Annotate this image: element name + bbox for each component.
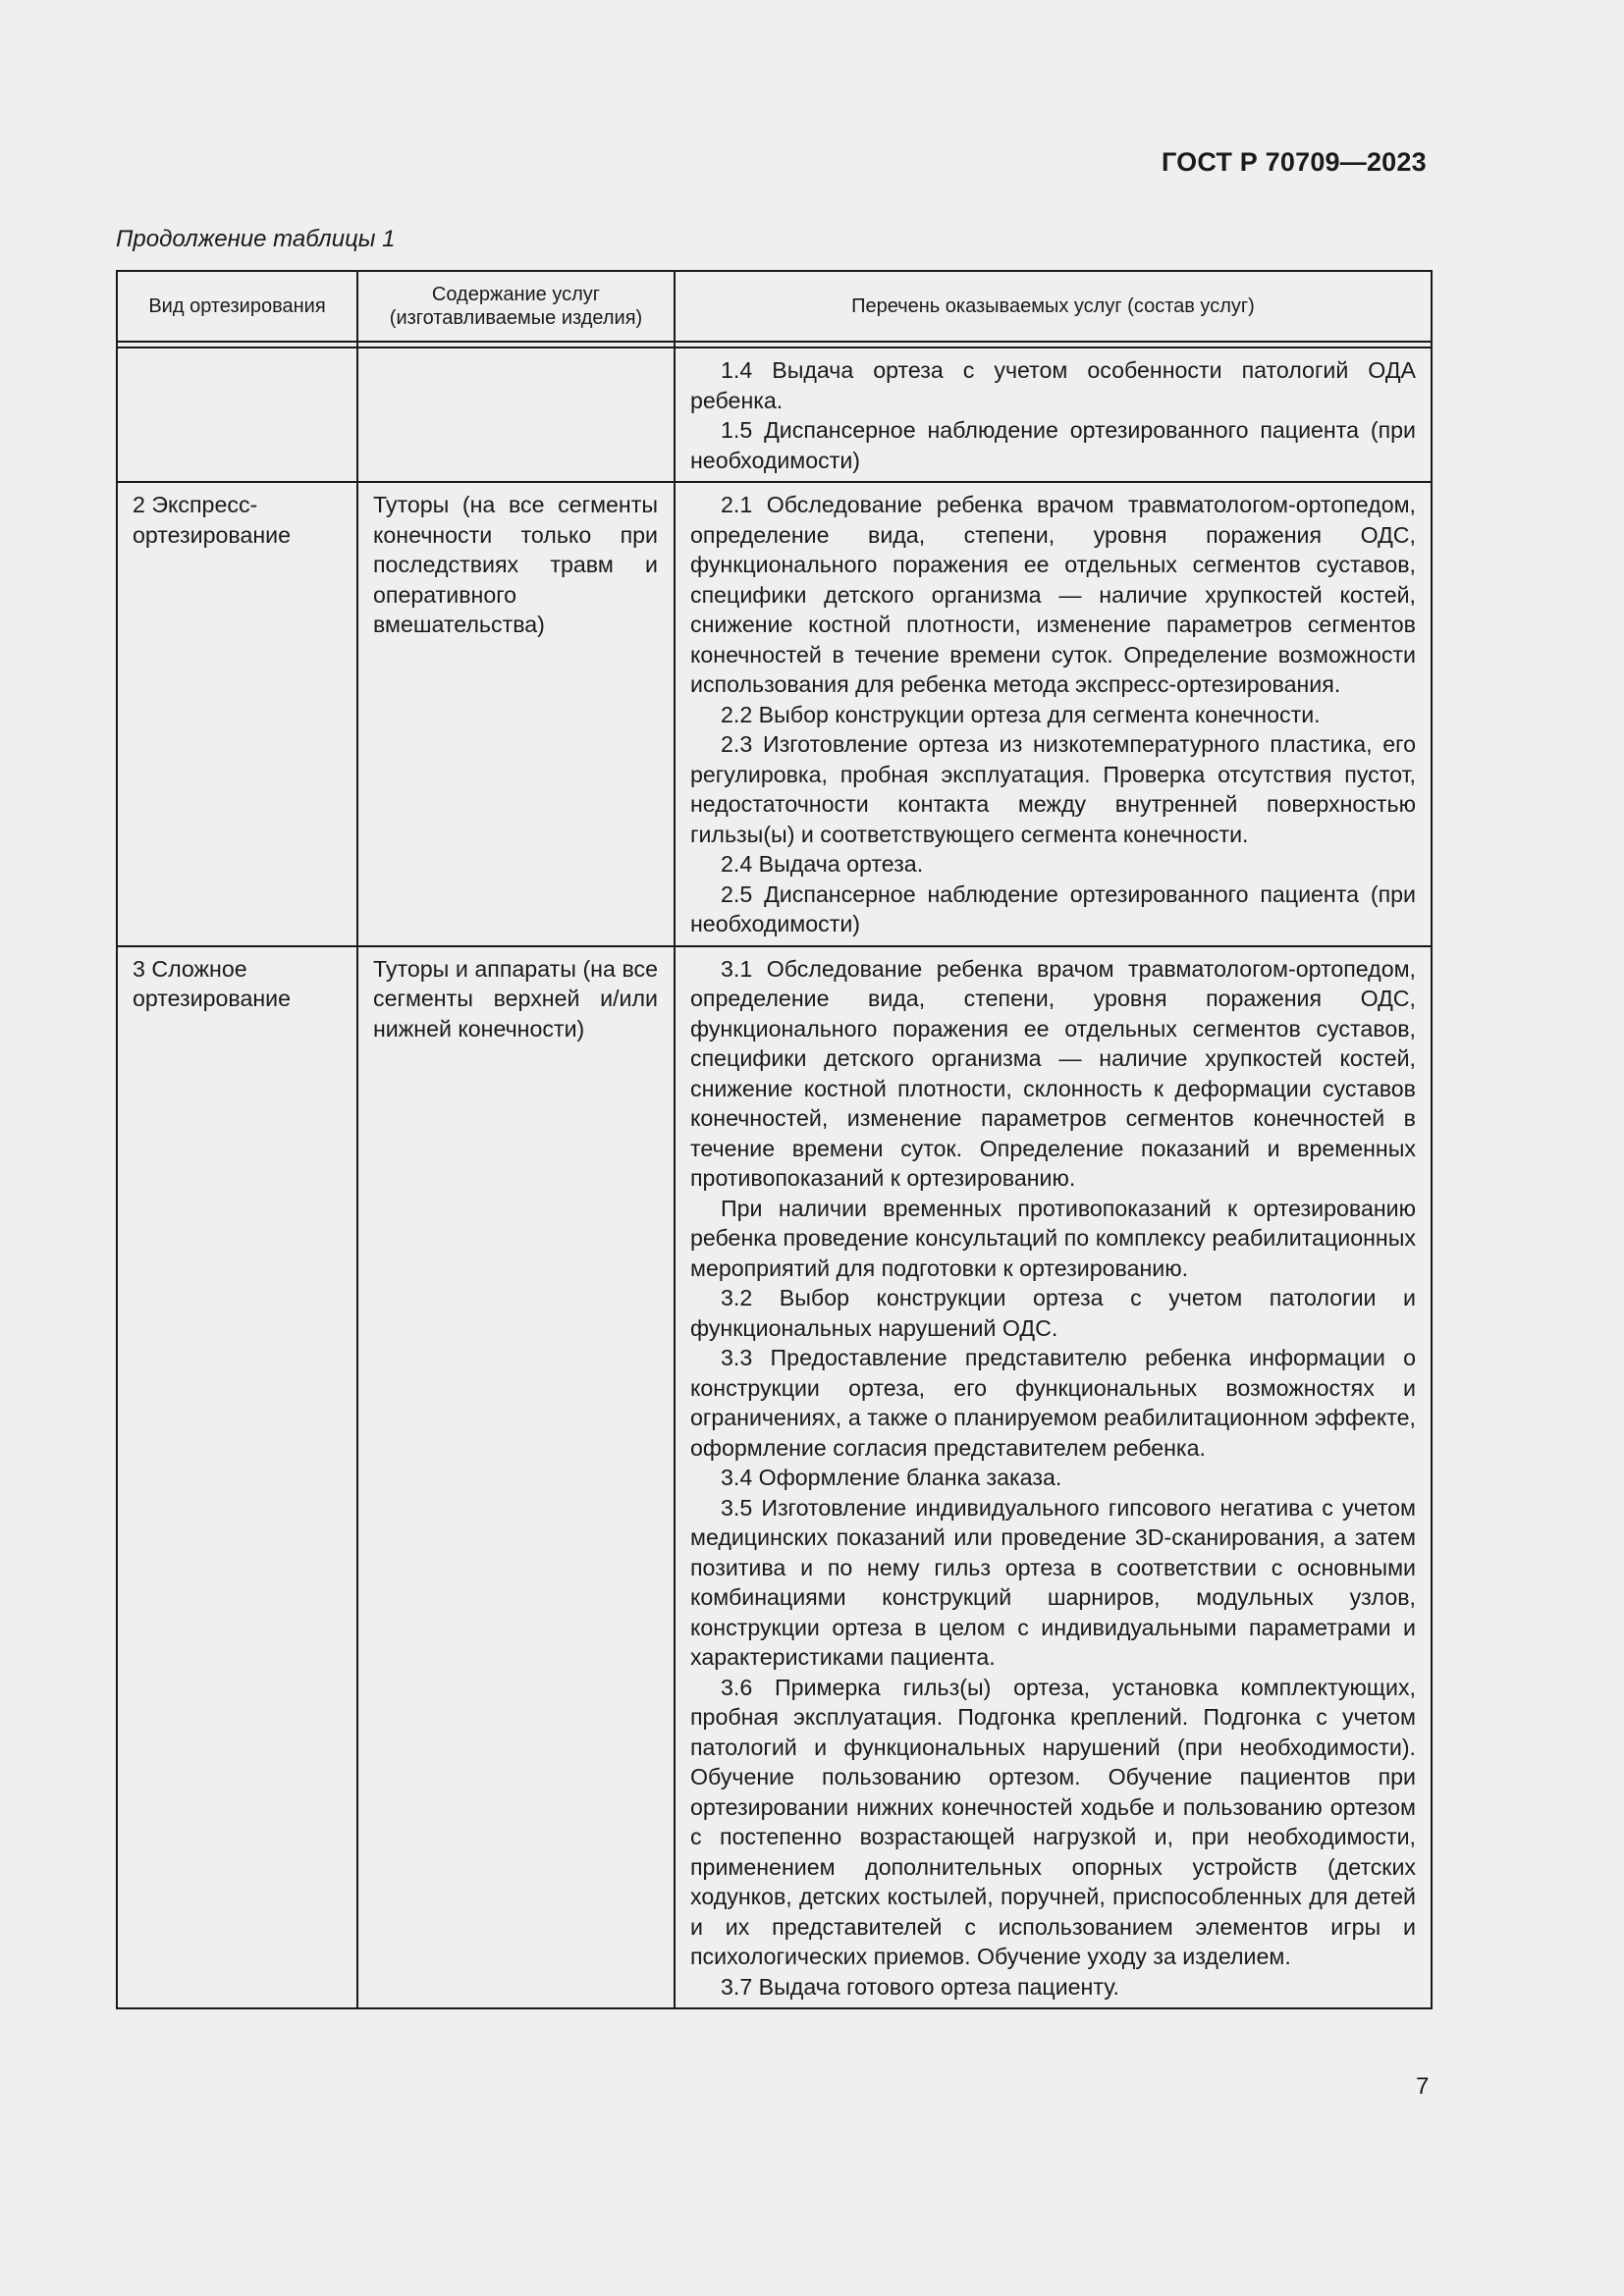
service-item: 3.5 Изготовление индивидуального гипсового негатива с учетом медицинских показаний или проведение 3D-сканирования, а затем позитива и по нему гильз ортеза в соответствии с основными комбинациями конструкций шарниров, модульных узлов, конструкции ортеза в целом с индивидуальными параметрами и характеристиками пациента. — [690, 1494, 1416, 1670]
service-item: 2.5 Диспансерное наблюдение ортезированного пациента (при необходимости) — [690, 881, 1416, 936]
cell-products: Туторы (на все сегменты конечности только при последствиях травм и оперативного вмешательства) — [357, 482, 675, 946]
service-item: 3.2 Выбор конструкции ортеза с учетом патологии и функциональных нарушений ОДС. — [690, 1285, 1416, 1341]
table-row — [117, 482, 1432, 946]
table-header-row — [117, 271, 1432, 342]
cell-services — [675, 347, 1432, 482]
services-table — [116, 270, 1433, 2009]
cell-products: Туторы и аппараты (на все сегменты верхней и/или нижней конечности) — [357, 946, 675, 2009]
service-item: При наличии временных противопоказаний к ортезированию ребенка проведение консультаций по комплексу реабилитационных мероприятий для подготовки к ортезированию. — [690, 1195, 1416, 1281]
service-item: 3.7 Выдача готового ортеза пациенту. — [721, 1973, 1119, 2000]
column-header-type: Вид ортезирования — [117, 271, 357, 342]
cell-services — [675, 482, 1432, 946]
service-item: 1.4 Выдача ортеза с учетом особенности патологий ОДА ребенка. — [690, 357, 1416, 413]
column-header-products: Содержание услуг (изготавливаемые изделия) — [357, 271, 675, 342]
service-item: 3.1 Обследование ребенка врачом травматологом-ортопедом, определение вида, степени, уровня поражения ОДС, функционального поражения ее отдельных сегментов суставов, специфики детского организма — наличие хрупкостей костей, снижение костной плотности, склонность к деформации суставов конечностей, изменение параметров сегментов конечностей в течение времени суток. Определение показаний и временных противопоказаний к ортезированию. — [690, 955, 1416, 1191]
cell-products — [357, 347, 675, 482]
service-item: 3.3 Предоставление представителю ребенка информации о конструкции ортеза, его функциональных возможностях и ограничениях, а также о планируемом реабилитационном эффекте, оформление согласия представителем ребенка. — [690, 1345, 1416, 1461]
service-item: 2.1 Обследование ребенка врачом травматологом-ортопедом, определение вида, степени, уровня поражения ОДС, функционального поражения ее отдельных сегментов суставов, специфики детского организма — наличие хрупкостей костей, снижение костной плотности, изменение параметров сегментов конечностей в течение времени суток. Определение возможности использования для ребенка метода экспресс-ортезирования. — [690, 492, 1416, 697]
service-item: 2.4 Выдача ортеза. — [721, 851, 924, 877]
cell-type: 3 Сложное ортезирование — [117, 946, 357, 2009]
service-item: 3.6 Примерка гильз(ы) ортеза, установка комплектующих, пробная эксплуатация. Подгонка креплений. Подгонка с учетом патологий и функциональных нарушений (при необходимости). Обучение пользованию ортезом. Обучение пациентов при ортезировании нижних конечностей ходьбе и пользованию ортезом с постепенно возрастающей нагрузкой и, при необходимости, применением дополнительных опорных устройств (детских ходунков, детских костылей, поручней, приспособленных для детей и их представителей с использованием элементов игры и психологических приемов. Обучение уходу за изделием. — [690, 1674, 1416, 1969]
service-item: 3.4 Оформление бланка заказа. — [721, 1465, 1062, 1490]
service-item: 2.3 Изготовление ортеза из низкотемпературного пластика, его регулировка, пробная эксплуатация. Проверка отсутствия пустот, недостаточности контакта между внутренней поверхностью гильзы(ы) и соответствующего сегмента конечности. — [690, 731, 1416, 847]
table-row — [117, 347, 1432, 482]
service-item: 1.5 Диспансерное наблюдение ортезированного пациента (при необходимости) — [690, 417, 1416, 473]
table-row — [117, 946, 1432, 2009]
table-caption: Продолжение таблицы 1 — [116, 226, 396, 252]
page-number: 7 — [1416, 2073, 1430, 2100]
column-header-services: Перечень оказываемых услуг (состав услуг) — [675, 271, 1432, 342]
service-item: 2.2 Выбор конструкции ортеза для сегмента конечности. — [721, 701, 1321, 727]
document-number: ГОСТ Р 70709—2023 — [1162, 147, 1427, 177]
cell-type: 2 Экспресс-ортезирование — [117, 482, 357, 946]
cell-type — [117, 347, 357, 482]
cell-services — [675, 946, 1432, 2009]
